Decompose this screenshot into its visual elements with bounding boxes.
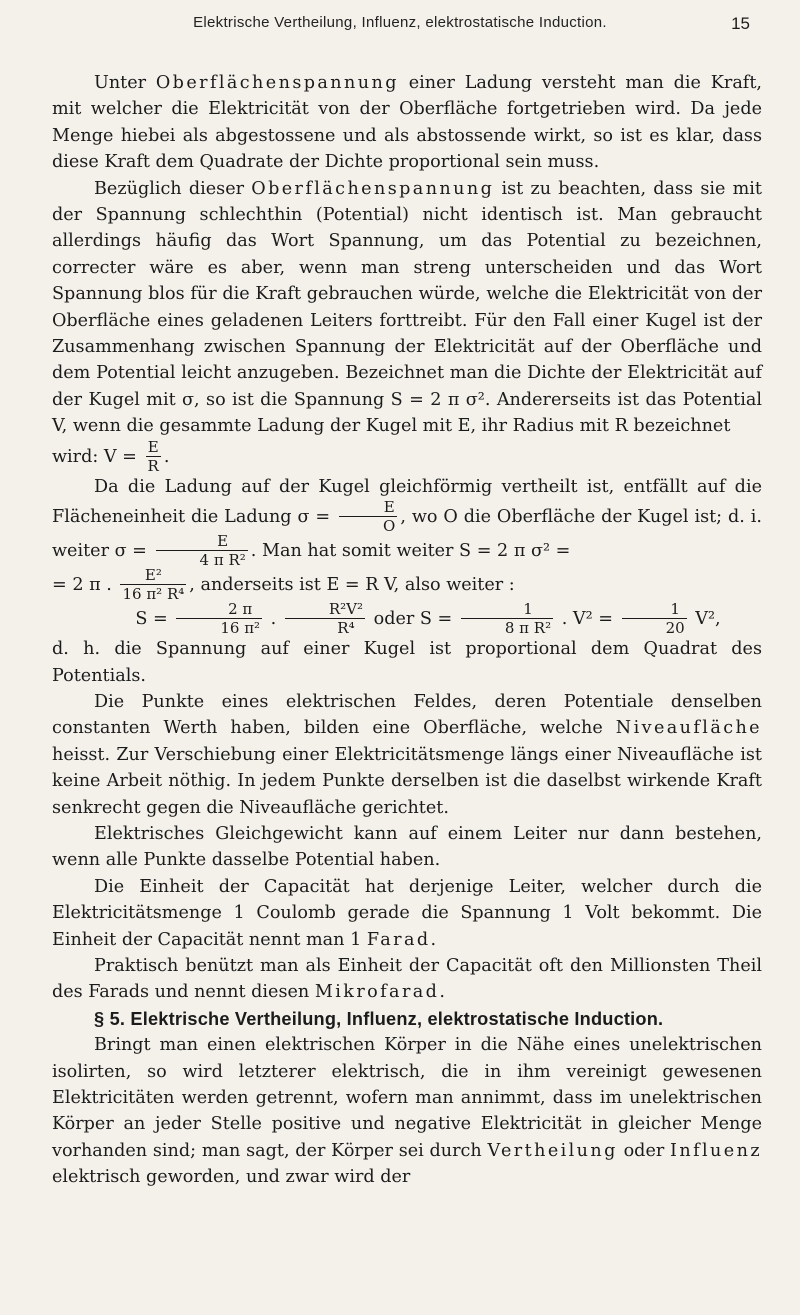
fraction-1-over-20: $\frac{1}{20}$ (622, 602, 687, 636)
term-oberflaechenspannung: Oberflächenspannung (155, 73, 399, 93)
paragraph-charge-density: Da die Ladung auf der Kugel gleichförmig vertheilt ist, entfällt auf die Flächeneinheit die Ladung σ = $\frac{E}{O}$ , wo O die Oberfläche der Kugel ist; d. i. weiter σ = $\frac{E}{\text{4 π R²}}$ . Man hat somit weiter S = 2 π σ² = (52, 476, 762, 570)
formula-line-tension: = 2 π . $\frac{\text{E²}}{\text{16 π² R⁴}}$ , anderseits ist E = R V, also weiter : (52, 566, 515, 604)
paragraph-influence: Bringt man einen elektrischen Körper in die Nähe eines unelektrischen isolirten, so wird letzterer elektrisch, die in ihm vereinigt gewesenen Elektricitäten werden getrennt, wofern man annimmt, dass im unelektrischen Körper an jeder Stelle positive und negative Elektricität in gleicher Menge vorhanden sind; man sagt, der Körper sei durch Vertheilung oder Influenz elektrisch geworden, und zwar wird der (52, 1035, 762, 1188)
fraction-e-over-r: $\frac{E}{R}$ (147, 437, 159, 475)
running-header (0, 14, 800, 40)
fraction-e-over-4pir2: $\frac{E}{\text{4 π R²}}$ (156, 534, 248, 568)
fraction-e-over-o: $\frac{E}{O}$ (339, 500, 397, 534)
paragraph-tension-vs-potential: Bezüglich dieser Oberflächenspannung ist zu beachten, dass sie mit der Spannung schlechthin (Potential) nicht identisch ist. Man gebraucht allerdings häufig das Wort Spannung, um das Potential zu bezeichnen, correcter wäre es aber, wenn man streng unterscheiden und das Wort Spannung blos für die Kraft gebrauchen würde, welche die Elektricität von der Oberfläche eines geladenen Leiters forttreibt. Für den Fall einer Kugel ist der Zusammenhang zwischen Spannung der Elektricität auf der Oberfläche und dem Potential leicht anzugeben. Bezeichnet man die Dichte der Elektricität auf der Kugel mit σ, so ist die Spannung S = 2 π σ². Andererseits ist das Potential V, wenn die gesammte Ladung der Kugel mit E, ihr Radius mit R bezeichnet (52, 178, 762, 437)
fraction-e2-over-16pi2r4: $\frac{\text{E²}}{\text{16 π² R⁴}}$ (122, 566, 185, 604)
paragraph-capacity-unit: Die Einheit der Capacität hat derjenige Leiter, welcher durch die Elektricitätsmenge 1 Coulomb gerade die Spannung 1 Volt bekommt. Die Einheit der Capacität nennt man 1 Farad. (52, 876, 762, 950)
term-farad: Farad (366, 929, 431, 950)
paragraph-niveauflaeche: Die Punkte eines elektrischen Feldes, deren Potentiale denselben constanten Werth haben, bilden eine Oberfläche, welche Niveaufläche heisst. Zur Verschiebung einer Elektricitätsmenge längs einer Niveaufläche ist keine Arbeit nöthig. In jedem Punkte derselben ist die daselbst wirkende Kraft senkrecht gegen die Niveaufläche gerichtet. (52, 691, 762, 818)
term-influenz: Influenz (670, 1140, 762, 1161)
fraction-r2v2-over-r4: $\frac{\text{R²V²}}{\text{R⁴}}$ (285, 602, 365, 636)
page-body (52, 70, 762, 1191)
paragraph-surface-tension: Unter Oberflächenspannung einer Ladung versteht man die Kraft, mit welcher die Elektricität von der Oberfläche fortgetrieben wird. Da jede Menge hiebei als abgestossene und als abstossende wirkt, so ist es klar, dass diese Kraft dem Quadrate der Dichte proportional sein muss. (52, 73, 762, 173)
term-vertheilung: Vertheilung (487, 1140, 618, 1161)
fraction-1-over-8pir2: $\frac{1}{\text{8 π R²}}$ (461, 602, 553, 636)
equation-spannung: S = $\frac{2 \pi}{\text{16 π²}}$ . $\frac{\text{R²V²}}{\text{R⁴}}$ oder S = $\frac{1}{\text{8 π R²}}$ . V² = $\frac{1}{20}$ V², (135, 600, 721, 638)
formula-line-potential: wird: V = $\frac{E}{R}$ . (52, 437, 170, 475)
paragraph-proportional: d. h. die Spannung auf einer Kugel ist proportional dem Quadrat des Potentials. (52, 639, 762, 686)
term-mikrofarad: Mikrofarad (314, 982, 440, 1003)
paragraph-equilibrium: Elektrisches Gleichgewicht kann auf einem Leiter nur dann bestehen, wenn alle Punkte dasselbe Potential haben. (52, 823, 762, 871)
page-number: 15 (731, 14, 750, 33)
term-niveauflaeche: Niveaufläche (615, 718, 762, 739)
running-title: Elektrische Vertheilung, Influenz, elektrostatische Induction. (193, 14, 607, 31)
term-oberflaechenspannung: Oberflächenspannung (251, 178, 495, 199)
section-heading: § 5. Elektrische Vertheilung, Influenz, elektrostatische Induction. (94, 1008, 664, 1029)
paragraph-mikrofarad: Praktisch benützt man als Einheit der Capacität oft den Millionsten Theil des Farads und nennt diesen Mikrofarad. (52, 955, 762, 1003)
fraction-2pi-over-16pi2: $\frac{2 \pi}{\text{16 π²}}$ (176, 602, 262, 636)
